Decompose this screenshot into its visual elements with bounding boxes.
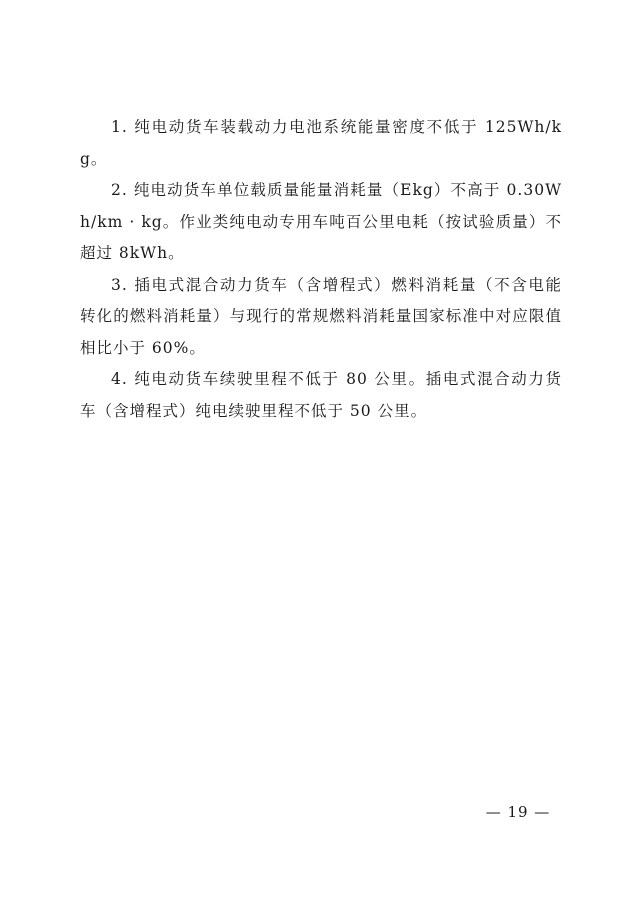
paragraph-3: 3. 插电式混合动力货车（含增程式）燃料消耗量（不含电能转化的燃料消耗量）与现行的常规燃料消耗量国家标准中对应限值相比小于 60%。 — [80, 275, 562, 357]
paragraph-4: 4. 纯电动货车续驶里程不低于 80 公里。插电式混合动力货车（含增程式）纯电续驶里程不低于 50 公里。 — [80, 370, 562, 420]
page-number: — 19 — — [485, 803, 551, 821]
paragraph-1: 1. 纯电动货车装载动力电池系统能量密度不低于 125Wh/kg。 — [80, 118, 562, 168]
document-body — [80, 112, 562, 427]
paragraph-2: 2. 纯电动货车单位载质量能量消耗量（Ekg）不高于 0.30Wh/km · kg。作业类纯电动专用车吨百公里电耗（按试验质量）不超过 8kWh。 — [80, 181, 562, 262]
